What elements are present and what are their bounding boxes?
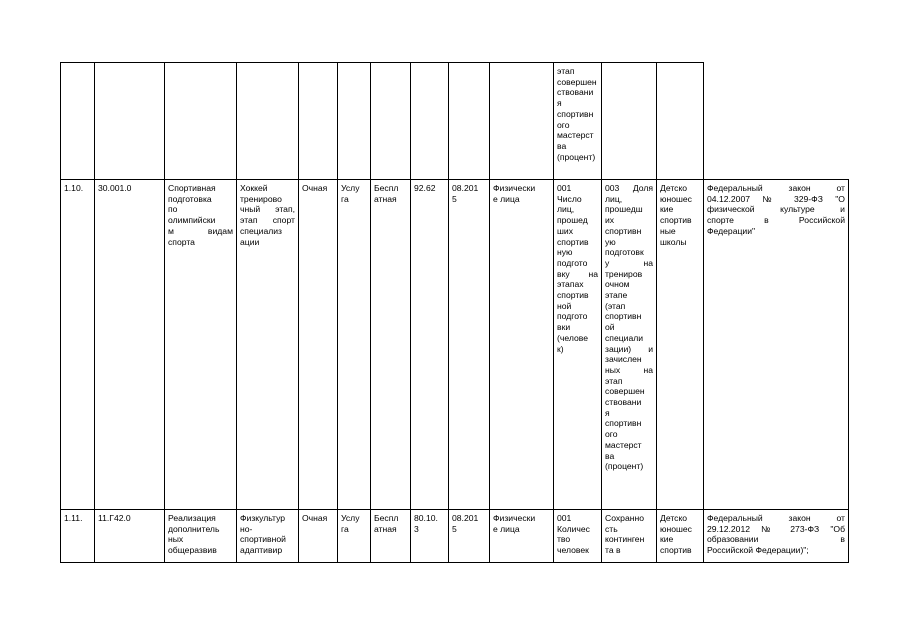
cell-text-line: подготовка: [168, 193, 212, 204]
cell-text-line: 003 Доля: [605, 183, 653, 193]
cell-text-line: спортивн: [605, 225, 642, 236]
payment-cell: [371, 63, 411, 180]
cell-text-line: Детско: [660, 513, 688, 523]
cell-text-line: Беспл: [374, 513, 399, 523]
cell-text-line: Физически: [493, 183, 536, 193]
cell-text-line: лиц,: [557, 204, 575, 215]
cell-text-line: зации) и: [605, 343, 653, 354]
cell-text-line: адаптивир: [240, 545, 283, 556]
cell-text-line: сть: [605, 523, 618, 534]
cell-text-line: Хоккей: [240, 183, 268, 193]
cell-text-line: 04.12.2007 № 329-ФЗ "О: [707, 193, 845, 204]
cell-text-line: ствовани: [557, 87, 594, 98]
cell-text-line: мастерст: [605, 439, 642, 450]
cell-text-line: та в: [605, 545, 621, 556]
cell-text-line: у на: [605, 257, 653, 268]
cell-text-line: тренирово: [240, 193, 282, 204]
cell-text-line: Услу: [341, 183, 360, 193]
service-code-cell: [95, 63, 165, 180]
cell-text-line: ших: [557, 225, 573, 236]
service-detail-cell: [237, 63, 299, 180]
cell-text-line: га: [341, 523, 349, 534]
cell-text-line: ва: [605, 450, 615, 461]
cell-text-line: я: [557, 98, 562, 109]
service-detail-cell: [237, 180, 299, 510]
cell-text-line: Федеральный закон от: [707, 513, 845, 523]
cell-text-line: 001: [557, 513, 572, 523]
cell-text-line: м видам: [168, 225, 233, 236]
cell-text-line: спортив: [557, 290, 589, 301]
cell-text-line: Российской Федерации)";: [707, 545, 809, 556]
cell-text-line: ных на: [605, 364, 653, 375]
cell-text-line: атная: [374, 523, 397, 534]
cell-text-line: этап: [605, 375, 623, 386]
cell-text-line: ные: [660, 225, 676, 236]
cell-text-line: Федеральный закон от: [707, 183, 845, 193]
cell-text-line: подгото: [557, 311, 588, 322]
cell-text-line: ого: [557, 119, 570, 130]
cell-text-line: 92.62: [414, 183, 436, 193]
cell-text-line: 80.10.: [414, 513, 438, 523]
cell-text-line: 5: [452, 523, 457, 534]
cell-text-line: кие: [660, 204, 674, 215]
cell-text-line: этап: [557, 66, 575, 76]
quality-indicator-cell: [602, 63, 657, 180]
cell-text-line: ации: [240, 236, 260, 247]
service-detail-cell: [237, 510, 299, 563]
cell-text-line: но-: [240, 523, 253, 534]
cell-text-line: спорте в Российской: [707, 215, 845, 226]
form-cell: [299, 510, 338, 563]
recipients-cell: [490, 180, 554, 510]
cell-text-line: Сохранно: [605, 513, 645, 523]
payment-cell: [371, 510, 411, 563]
form-cell: [299, 180, 338, 510]
service-name-cell: [165, 180, 237, 510]
service-name-cell: [165, 63, 237, 180]
cell-text-line: 29.12.2012 № 273-ФЗ "Об: [707, 523, 845, 534]
cell-text-line: Федерации": [707, 225, 756, 236]
cell-text-line: (этап: [605, 300, 626, 311]
service-code-cell: [95, 180, 165, 510]
date-cell: [449, 510, 490, 563]
service-name-cell: [165, 510, 237, 563]
cell-text-line: я: [605, 407, 610, 418]
cell-text-line: га: [341, 193, 349, 204]
cell-text-line: ных: [168, 534, 184, 545]
cell-text-line: Физически: [493, 513, 536, 523]
cell-text-line: ого: [605, 429, 618, 440]
okved-cell: [411, 510, 449, 563]
cell-text-line: вки: [557, 322, 571, 333]
cell-text-line: этапе: [605, 290, 628, 301]
cell-text-line: зачислен: [605, 354, 642, 365]
cell-text-line: спортив: [660, 545, 692, 556]
cell-text-line: по: [168, 204, 178, 215]
cell-text-line: этапах: [557, 279, 584, 290]
cell-text-line: специали: [605, 332, 644, 343]
cell-text-line: Очная: [302, 183, 328, 193]
cell-text-line: подгото: [557, 257, 588, 268]
cell-text-line: дополнитель: [168, 523, 220, 534]
provider-cell: [657, 510, 704, 563]
cell-text-line: (процент): [557, 151, 596, 162]
date-cell: [449, 180, 490, 510]
row-number-cell: [61, 63, 95, 180]
cell-text-line: 3: [414, 523, 419, 534]
cell-text-line: образовании в: [707, 534, 845, 545]
cell-text-line: совершен: [557, 76, 597, 87]
cell-text-line: подготовк: [605, 247, 644, 258]
cell-text-line: общеразвив: [168, 545, 217, 556]
cell-text-line: юношес: [660, 523, 692, 534]
cell-text-line: юношес: [660, 193, 692, 204]
cell-text-line: 30.001.0: [98, 183, 132, 193]
cell-text-line: 08.201: [452, 183, 479, 193]
cell-text-line: спортивн: [557, 108, 594, 119]
cell-text-line: человек: [557, 545, 589, 556]
cell-text-line: очном: [605, 279, 630, 290]
cell-text-line: 001: [557, 183, 572, 193]
cell-text-line: ва: [557, 140, 567, 151]
quality-indicator-cell: [602, 180, 657, 510]
cell-text-line: вку на: [557, 268, 598, 279]
volume-indicator-cell: [554, 63, 602, 180]
cell-text-line: (челове: [557, 332, 588, 343]
cell-text-line: 1.11.: [64, 513, 83, 523]
cell-text-line: атная: [374, 193, 397, 204]
cell-text-line: 08.201: [452, 513, 479, 523]
cell-text-line: (процент): [605, 461, 644, 472]
okved-cell: [411, 180, 449, 510]
cell-text-line: е лица: [493, 523, 520, 534]
cell-text-line: ную: [557, 247, 573, 258]
cell-text-line: Услу: [341, 513, 360, 523]
row-number-cell: [61, 180, 95, 510]
cell-text-line: Детско: [660, 183, 688, 193]
volume-indicator-cell: [554, 510, 602, 563]
cell-text-line: ой: [605, 322, 615, 333]
cell-text-line: Количес: [557, 523, 590, 534]
cell-text-line: Очная: [302, 513, 328, 523]
provider-cell: [657, 180, 704, 510]
cell-text-line: ствовани: [605, 397, 642, 408]
cell-text-line: мастерст: [557, 130, 594, 141]
quality-indicator-cell: [602, 510, 657, 563]
cell-text-line: спортив: [660, 215, 692, 226]
cell-text-line: прошедш: [605, 204, 643, 215]
form-cell: [299, 63, 338, 180]
cell-text-line: Беспл: [374, 183, 399, 193]
provider-cell: [657, 63, 704, 180]
type-cell: [338, 180, 371, 510]
cell-text-line: спортив: [557, 236, 589, 247]
type-cell: [338, 510, 371, 563]
cell-text-line: Физкультур: [240, 513, 286, 523]
cell-text-line: их: [605, 215, 615, 226]
recipients-cell: [490, 63, 554, 180]
table-row: [61, 180, 849, 510]
cell-text-line: лиц,: [605, 193, 623, 204]
cell-text-line: прошед: [557, 215, 588, 226]
cell-text-line: 1.10.: [64, 183, 84, 193]
date-cell: [449, 63, 490, 180]
okved-cell: [411, 63, 449, 180]
legal-basis-cell: [704, 180, 849, 510]
cell-text-line: Число: [557, 193, 582, 204]
cell-text-line: трениров: [605, 268, 643, 279]
cell-text-line: е лица: [493, 193, 520, 204]
volume-indicator-cell: [554, 180, 602, 510]
cell-text-line: чный этап,: [240, 204, 295, 215]
row-number-cell: [61, 510, 95, 563]
cell-text-line: Реализация: [168, 513, 216, 523]
cell-text-line: ной: [557, 300, 572, 311]
cell-text-line: совершен: [605, 386, 645, 397]
cell-text-line: континген: [605, 534, 645, 545]
cell-text-line: 5: [452, 193, 457, 204]
table-row: [61, 510, 849, 563]
cell-text-line: ую: [605, 236, 616, 247]
legal-basis-cell: [704, 510, 849, 563]
cell-text-line: спортивн: [605, 418, 642, 429]
cell-text-line: к): [557, 343, 564, 354]
cell-text-line: спорта: [168, 236, 195, 247]
service-code-cell: [95, 510, 165, 563]
cell-text-line: физической культуре и: [707, 204, 845, 215]
cell-text-line: школы: [660, 236, 687, 247]
type-cell: [338, 63, 371, 180]
cell-text-line: Спортивная: [168, 183, 216, 193]
cell-text-line: тво: [557, 534, 571, 545]
cell-text-line: спортивн: [605, 311, 642, 322]
cell-text-line: 11.Г42.0: [98, 513, 131, 523]
cell-text-line: спортивной: [240, 534, 286, 545]
cell-text-line: этап спорт: [240, 215, 295, 226]
recipients-cell: [490, 510, 554, 563]
document-table: [60, 62, 849, 563]
cell-text-line: олимпийски: [168, 215, 216, 226]
cell-text-line: кие: [660, 534, 674, 545]
table-row: [61, 63, 849, 180]
cell-text-line: специализ: [240, 225, 282, 236]
payment-cell: [371, 180, 411, 510]
